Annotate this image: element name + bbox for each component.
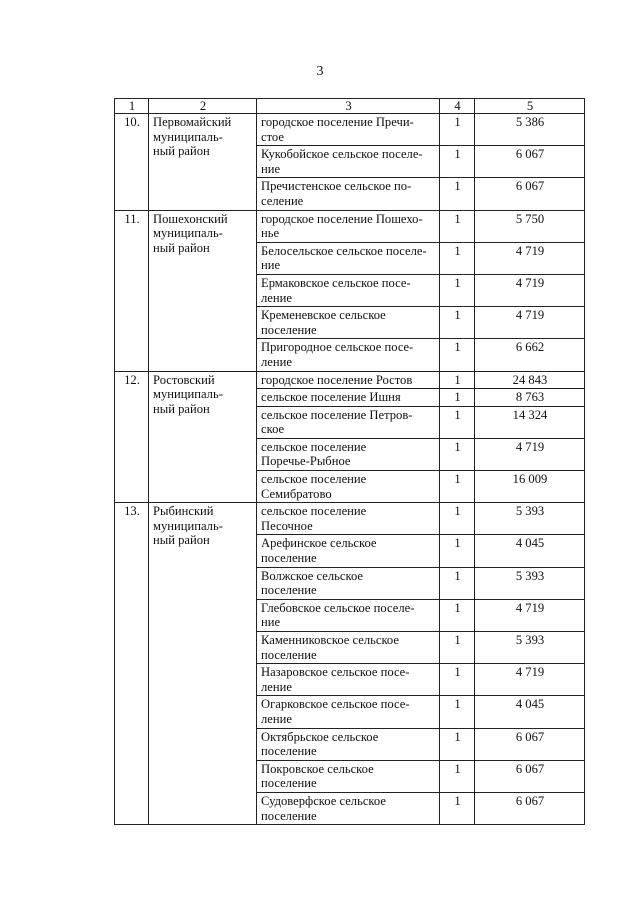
amount-value: 24 843 bbox=[475, 371, 585, 389]
amount-value: 4 719 bbox=[475, 438, 585, 470]
column-header-3: 3 bbox=[257, 99, 440, 114]
district-name: Первомайский муниципаль- ный район bbox=[149, 114, 257, 211]
settlement-type: 1 bbox=[440, 339, 475, 371]
amount-value: 6 067 bbox=[475, 146, 585, 178]
amount-value: 4 045 bbox=[475, 535, 585, 567]
row-number: 11. bbox=[115, 210, 149, 371]
amount-value: 4 719 bbox=[475, 599, 585, 631]
settlement-type: 1 bbox=[440, 728, 475, 760]
table-row bbox=[115, 114, 585, 146]
settlement-type: 1 bbox=[440, 760, 475, 792]
settlement-type: 1 bbox=[440, 438, 475, 470]
column-header-5: 5 bbox=[475, 99, 585, 114]
settlement-name: сельское поселение Песочное bbox=[257, 503, 440, 535]
amount-value: 5 750 bbox=[475, 210, 585, 242]
amount-value: 4 719 bbox=[475, 664, 585, 696]
settlement-type: 1 bbox=[440, 535, 475, 567]
settlement-name: городское поселение Ростов bbox=[257, 371, 440, 389]
settlement-name: сельское поселение Петров- ское bbox=[257, 406, 440, 438]
settlement-name: Каменниковское сельское поселение bbox=[257, 632, 440, 664]
settlement-type: 1 bbox=[440, 307, 475, 339]
amount-value: 4 719 bbox=[475, 307, 585, 339]
settlement-name: Назаровское сельское посе- ление bbox=[257, 664, 440, 696]
settlement-type: 1 bbox=[440, 371, 475, 389]
page-number: 3 bbox=[316, 64, 324, 79]
settlement-name: сельское поселение Поречье-Рыбное bbox=[257, 438, 440, 470]
settlement-type: 1 bbox=[440, 114, 475, 146]
settlement-name: Кременевское сельское поселение bbox=[257, 307, 440, 339]
settlement-type: 1 bbox=[440, 471, 475, 503]
row-number: 10. bbox=[115, 114, 149, 211]
amount-value: 16 009 bbox=[475, 471, 585, 503]
amount-value: 14 324 bbox=[475, 406, 585, 438]
amount-value: 6 067 bbox=[475, 792, 585, 824]
settlement-name: Белосельское сельское поселе- ние bbox=[257, 242, 440, 274]
settlement-type: 1 bbox=[440, 146, 475, 178]
settlement-type: 1 bbox=[440, 406, 475, 438]
settlement-type: 1 bbox=[440, 178, 475, 210]
amount-value: 6 067 bbox=[475, 178, 585, 210]
settlement-name: Октябрьское сельское поселение bbox=[257, 728, 440, 760]
settlement-type: 1 bbox=[440, 632, 475, 664]
settlement-type: 1 bbox=[440, 792, 475, 824]
amount-value: 5 393 bbox=[475, 567, 585, 599]
table-body bbox=[115, 114, 585, 825]
header-row bbox=[115, 99, 585, 114]
amount-value: 6 067 bbox=[475, 760, 585, 792]
amount-value: 5 393 bbox=[475, 503, 585, 535]
settlement-name: Арефинское сельское поселение bbox=[257, 535, 440, 567]
table-header bbox=[115, 99, 585, 114]
district-name: Ростовский муниципаль- ный район bbox=[149, 371, 257, 503]
settlement-type: 1 bbox=[440, 664, 475, 696]
settlement-name: Покровское сельское поселение bbox=[257, 760, 440, 792]
column-header-2: 2 bbox=[149, 99, 257, 114]
table-row bbox=[115, 210, 585, 242]
settlement-name: Кукобойское сельское поселе- ние bbox=[257, 146, 440, 178]
amount-value: 5 393 bbox=[475, 632, 585, 664]
amount-value: 6 067 bbox=[475, 728, 585, 760]
settlement-name: сельское поселение Семибратово bbox=[257, 471, 440, 503]
district-name: Рыбинский муниципаль- ный район bbox=[149, 503, 257, 825]
settlement-type: 1 bbox=[440, 389, 475, 407]
allocation-table bbox=[114, 98, 585, 825]
column-header-4: 4 bbox=[440, 99, 475, 114]
settlement-type: 1 bbox=[440, 210, 475, 242]
table-row bbox=[115, 503, 585, 535]
settlement-name: Ермаковское сельское посе- ление bbox=[257, 274, 440, 306]
settlement-type: 1 bbox=[440, 567, 475, 599]
settlement-name: сельское поселение Ишня bbox=[257, 389, 440, 407]
settlement-type: 1 bbox=[440, 696, 475, 728]
settlement-name: Огарковское сельское посе- ление bbox=[257, 696, 440, 728]
amount-value: 6 662 bbox=[475, 339, 585, 371]
settlement-type: 1 bbox=[440, 599, 475, 631]
settlement-type: 1 bbox=[440, 242, 475, 274]
column-header-1: 1 bbox=[115, 99, 149, 114]
settlement-name: Пригородное сельское посе- ление bbox=[257, 339, 440, 371]
settlement-name: городское поселение Пошехо- нье bbox=[257, 210, 440, 242]
amount-value: 4 719 bbox=[475, 242, 585, 274]
settlement-name: Пречистенское сельское по- селение bbox=[257, 178, 440, 210]
amount-value: 4 045 bbox=[475, 696, 585, 728]
settlement-type: 1 bbox=[440, 503, 475, 535]
settlement-name: Волжское сельское поселение bbox=[257, 567, 440, 599]
table-row bbox=[115, 371, 585, 389]
settlement-name: городское поселение Пречи- стое bbox=[257, 114, 440, 146]
row-number: 12. bbox=[115, 371, 149, 503]
amount-value: 4 719 bbox=[475, 274, 585, 306]
settlement-type: 1 bbox=[440, 274, 475, 306]
amount-value: 5 386 bbox=[475, 114, 585, 146]
amount-value: 8 763 bbox=[475, 389, 585, 407]
settlement-name: Глебовское сельское поселе- ние bbox=[257, 599, 440, 631]
district-name: Пошехонский муниципаль- ный район bbox=[149, 210, 257, 371]
row-number: 13. bbox=[115, 503, 149, 825]
settlement-name: Судоверфское сельское поселение bbox=[257, 792, 440, 824]
